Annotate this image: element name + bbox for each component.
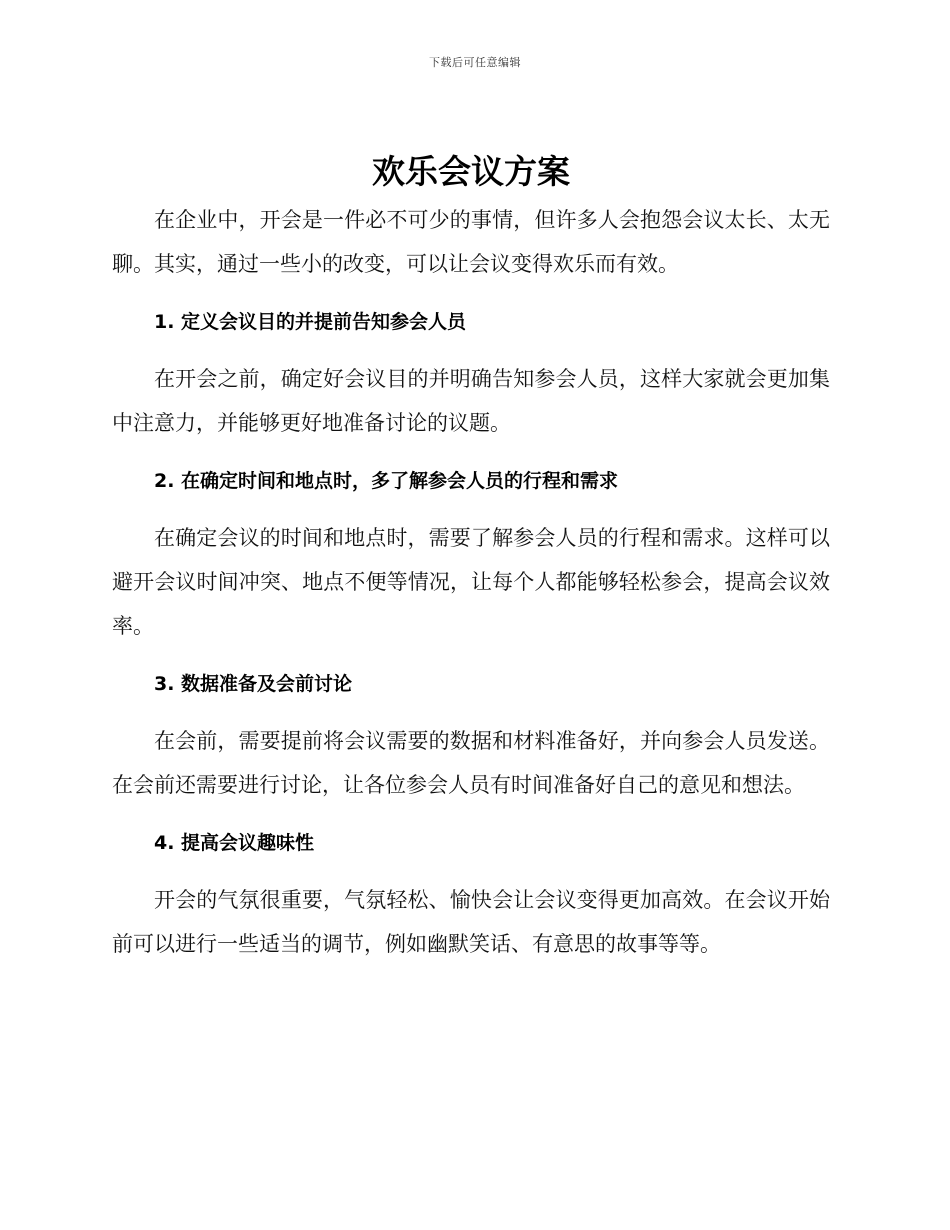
section-body-3: 在会前，需要提前将会议需要的数据和材料准备好，并向参会人员发送。在会前还需要进行讨论，让各位参会人员有时间准备好自己的意见和想法。 <box>112 729 830 797</box>
section-body-2: 在确定会议的时间和地点时，需要了解参会人员的行程和需求。这样可以避开会议时间冲突、地点不便等情况，让每个人都能够轻松参会，提高会议效率。 <box>112 526 830 638</box>
section-heading-2: 2. 在确定时间和地点时，多了解参会人员的行程和需求 <box>154 470 619 492</box>
section-body-1: 在开会之前，确定好会议目的并明确告知参会人员，这样大家就会更加集中注意力，并能够更好地准备讨论的议题。 <box>112 367 830 435</box>
section-heading-1: 1. 定义会议目的并提前告知参会人员 <box>154 311 467 333</box>
header-note: 下载后可任意编辑 <box>429 56 521 69</box>
document-title: 欢乐会议方案 <box>372 152 570 191</box>
intro-paragraph: 在企业中，开会是一件必不可少的事情，但许多人会抱怨会议太长、太无聊。其实，通过一些小的改变，可以让会议变得欢乐而有效。 <box>112 208 830 276</box>
section-heading-3: 3. 数据准备及会前讨论 <box>154 673 353 695</box>
section-heading-4: 4. 提高会议趣味性 <box>154 832 315 854</box>
section-body-4: 开会的气氛很重要，气氛轻松、愉快会让会议变得更加高效。在会议开始前可以进行一些适当的调节，例如幽默笑话、有意思的故事等等。 <box>112 888 830 956</box>
document-body <box>112 150 830 966</box>
